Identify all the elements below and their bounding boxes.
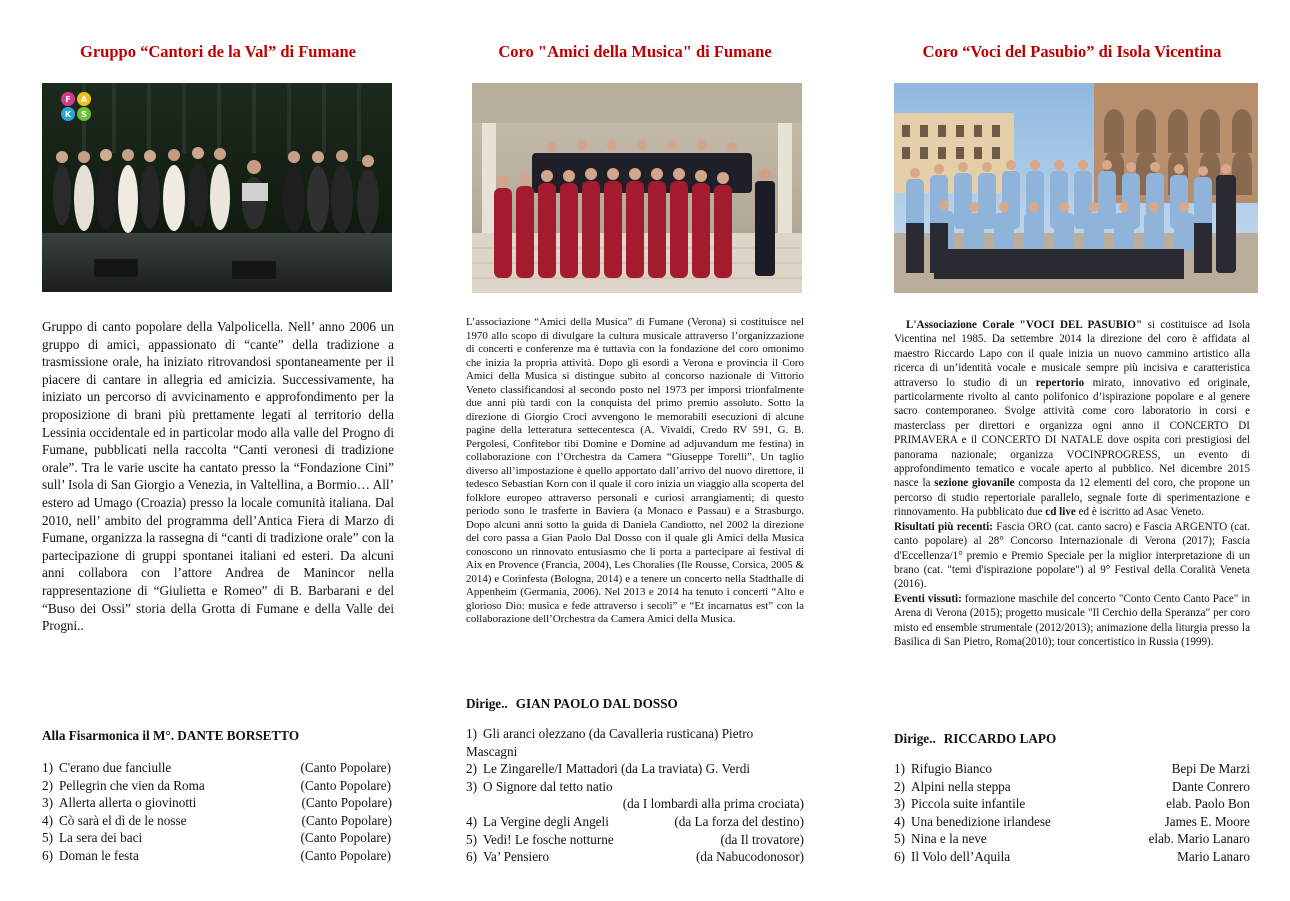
badge-letter: S xyxy=(81,110,87,119)
director-name: RICCARDO LAPO xyxy=(943,731,1057,746)
column-voci-del-pasubio xyxy=(894,0,1250,901)
list-item: 4) Una benedizione irlandese James E. Moore xyxy=(894,813,1250,829)
group-description: L’associazione “Amici della Musica” di Fumane (Verona) si costituisce nel 1970 allo scopo di divulgare la cultura musicale attraverso l’organizzazione di concerti e conferenze ma è tuttavia con la fondazione del coro omonimo che inizia la propria attività. Dopo gli esordi a Verona e provincia il Coro Amici della Musica si distingue subito al concorso nazionale di Vittorio Veneto classificandosi al secondo posto nel 1973 per imporsi trionfalmente due anni più tardi con la conquista del primo premio assoluto. Sotto la direzione di Giorgio Croci avvengono le memorabili esecuzioni di alcune pagine della letteratura settecentesca (A. Vivaldi, Credo RV 591, G. B. Pergolesi, Confitebor tibi Domine e Domine ad adjuvandum me festina) in collaborazione con l’Orchestra da Camera “Giuseppe Torelli”. Un taglio diverso all’impostazione è quello apportato dall’arrivo del nuovo direttore, il tedesco Sebastian Korn con il quale il coro inizia un viaggio alla scoperta del folklore europeo attraverso personali e curiosi arrangiamenti; di questo periodo sono le trasferte in Baviera (a Monaco e Passau) e a Strasburgo. Dopo alcuni anni sotto la guida di Daniela Candiotto, nel 2002 la direzione del coro passa a Gian Paolo Dal Dosso con il quale gli Amici della Musica conoscono un rinnovato entusiasmo che li porta a partecipare ai festival di Aix en Provence (Francia, 2004), Les Choralies (Ile Rousse, Corsica, 2005 & 2014) e Corinfesta (Bologna, 2014) e a tenere un concerto nella Stadthalle di Appenheim (Germania, 2006). Nel 2013 e 2014 ha tenuto i concerti “Alto e glorioso Dio: musica e fede attraverso i secoli” e “Et incarnatus est” con la collaborazione dell’Orchestra da Camera Amici della Musica. xyxy=(466,316,804,625)
director-label: Dirige.. xyxy=(466,696,508,711)
column-cantori-de-la-val xyxy=(42,0,394,901)
list-item: 4) Cò sarà el dì de le nosse (Canto Popolare) xyxy=(42,812,392,828)
list-item: 2) Alpini nella steppa Dante Conrero xyxy=(894,778,1250,794)
choir-photo xyxy=(472,83,802,293)
list-item: Mascagni xyxy=(466,743,518,759)
list-item: 5) Vedi! Le fosche notturne (da Il trovatore) xyxy=(466,831,804,847)
director-heading xyxy=(894,731,1056,747)
list-item: 4) La Vergine degli Angeli (da La forza del destino) xyxy=(466,813,804,829)
group-title: Coro "Amici della Musica" di Fumane xyxy=(498,42,772,61)
director-label: Dirige.. xyxy=(894,731,936,746)
group-description xyxy=(894,318,1250,649)
list-item: 3) Piccola suite infantile elab. Paolo Bon xyxy=(894,796,1250,812)
choir-photo xyxy=(42,83,392,292)
list-item: 1) Gli aranci olezzano (da Cavalleria rusticana) Pietro xyxy=(466,726,754,741)
song-list xyxy=(466,725,804,866)
description-paragraph: L'Associazione Corale "VOCI DEL PASUBIO" si costituisce ad Isola Vicentina nel 1985. Da settembre 2014 la direzione del coro è affidata al maestro Riccardo Lapo con il quale inizia un nuovo cammino artistico alla ricerca di un’identità vocale e musicale sempre più incisiva e caratteristica attraverso lo studio di un repertorio mirato, innovativo ed originale, particolarmente rivolto al canto polifonico d’ispirazione popolare e al genere sacro contemporaneo. Svolge attività come coro laboratorio in corsi e masterclass per direttori e organizza ogni anno il CONCERTO DI PRIMAVERA e il CONCERTO DI NATALE dove ospita cori prestigiosi del panorama nazionale; organizza VOCINPROGRESS, un evento di approfondimento tematico e vocale aperto al pubblico. Nel dicembre 2015 nasce la sezione giovanile composta da 12 elementi del coro, che propone un percorso di studio repertoriale parallelo, segnale forte di sperimentazione e rinnovamento. Ha pubblicato due cd live ed è iscritto ad Asac Veneto. xyxy=(894,319,1251,519)
list-item: 3) O Signore dal tetto natio xyxy=(466,778,613,794)
group-description: Gruppo di canto popolare della Valpolicella. Nell’ anno 2006 un gruppo di amici, appassionato di “cante” della tradizione a trasmissione orale, ha iniziato ritrovandosi spontaneamente per il piacere di cantare in allegria ed amicizia. Successivamente, ha iniziato un percorso di avvicinamento e approfondimento per la proposizione di brani più prettamente legati al territorio della Lessinia occidentale ed in particolar modo alla valle del Progno di Fumane, pubblicati nella raccolta “Canti veronesi di tradizione orale”. Tra le varie uscite ha cantato presso la “Fondazione Cini” sull’ Isola di San Giorgio a Venezia, in Valtellina, a Bormio… All’ estero ad Umago (Croazia) presso la locale comunità italiana. Dal 2010, nell’ ambito del programma dell’Antica Fiera di Marzo di Fumane, organizza la rassegna di “canti di tradizione orale” con la partecipazione di gruppi spontanei italiani ed esteri. Da alcuni anni collabora con l’attore Andrea de Manincor nella rappresentazione di “Giulietta e Romeo” di B. Barbarani e del “Buso dei Ossi” storia della Grotta di Fumane e della Valle dei Progni.. xyxy=(42,319,394,634)
badge-letter: F xyxy=(65,95,71,104)
list-item: 6) Doman le festa (Canto Popolare) xyxy=(42,847,391,863)
list-item: 6) Va’ Pensiero (da Nabucodonosor) xyxy=(466,849,804,865)
list-item: 5) La sera dei baci (Canto Popolare) xyxy=(42,830,391,846)
choir-photo xyxy=(894,83,1258,293)
song-list xyxy=(42,759,391,865)
director-heading xyxy=(466,696,678,712)
column-amici-della-musica xyxy=(466,0,804,901)
events-paragraph: Eventi vissuti: formazione maschile del concerto "Conto Cento Canto Pace" in Arena di Verona (2015); progetto musicale "Il Cerchio della Speranza" per coro misto ed ensemble strumentale (2012/2013); animazione della liturgia presso la Basilica di San Pietro, Roma(2010); tour concertistico in Russia (1999). xyxy=(894,592,1250,648)
badge-letter: A xyxy=(80,95,88,104)
list-item: 2) Le Zingarelle/I Mattadori (da La traviata) G. Verdi xyxy=(466,761,751,777)
list-item: 2) Pellegrin che vien da Roma (Canto Popolare) xyxy=(42,777,391,793)
results-paragraph: Risultati più recenti: Fascia ORO (cat. canto sacro) e Fascia ARGENTO (cat. canto popolare) al 28° Concorso Internazionale di Verona (2017); Fascia d'Eccellenza/1° premio e Premio Speciale per la miglior interpretazione di un brano (cat. "temi d'ispirazione popolare") al 9° Festival della Coralità Veneta (2016). xyxy=(894,520,1250,591)
group-title: Coro “Voci del Pasubio” di Isola Vicentina xyxy=(922,42,1222,61)
list-item: 5) Nina e la neve elab. Mario Lanaro xyxy=(894,831,1250,847)
group-title: Gruppo “Cantori de la Val” di Fumane xyxy=(80,42,356,61)
list-item: 3) Allerta allerta o giovinotti (Canto Popolare) xyxy=(42,795,392,811)
list-item: 1) Rifugio Bianco Bepi De Marzi xyxy=(894,761,1250,776)
accordion-credit: Alla Fisarmonica il M°. DANTE BORSETTO xyxy=(42,728,300,743)
song-list xyxy=(894,760,1250,866)
director-name: GIAN PAOLO DAL DOSSO xyxy=(515,696,678,711)
list-item: 1) C'erano due fanciulle (Canto Popolare) xyxy=(42,760,391,775)
list-item: (da I lombardi alla prima crociata) xyxy=(622,796,804,812)
list-item: 6) Il Volo dell’Aquila Mario Lanaro xyxy=(894,848,1250,864)
badge-letter: K xyxy=(64,110,72,119)
